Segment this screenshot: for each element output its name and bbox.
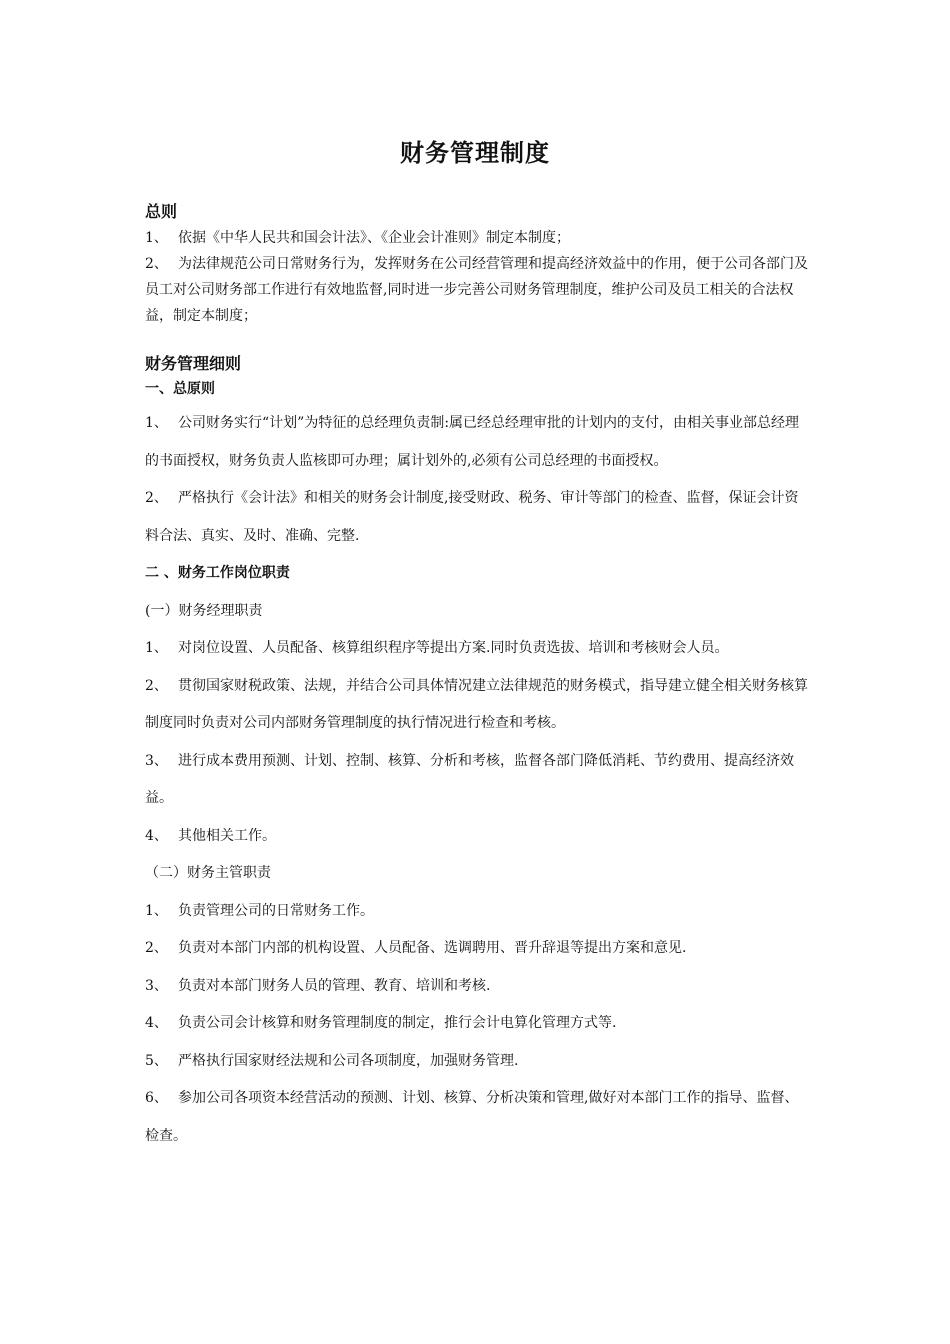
section1-heading: 一、总原则 [145,381,215,397]
sub2-item-2: 2、 负责对本部门内部的机构设置、人员配备、选调聘用、晋升辞退等提出方案和意见. [145,940,687,956]
sub1-item-1: 1、 对岗位设置、人员配备、核算组织程序等提出方案.同时负责选拔、培训和考核财会人员。 [145,640,729,656]
document-title: 财务管理制度 [400,139,550,167]
sub2-item-1: 1、 负责管理公司的日常财务工作。 [145,902,374,919]
sub2-item-5: 5、 严格执行国家财经法规和公司各项制度，加强财务管理. [145,1052,519,1069]
sub1-item-2: 2、 贯彻国家财税政策、法规，并结合公司具体情况建立法律规范的财务模式，指导建立健全相关财务核算制度同时负责对公司内部财务管理制度的执行情况进行检查和考核。 [145,677,808,731]
rules-heading: 财务管理细则 [145,354,242,373]
section2-heading: 二 、财务工作岗位职责 [145,565,290,581]
general-item-2: 2、 为法律规范公司日常财务行为，发挥财务在公司经营管理和提高经济效益中的作用，便于公司各部门及员工对公司财务部工作进行有效地监督,同时进一步完善公司财务管理制度，维护公司及员工相关的合法权益，制定本制度； [145,256,808,324]
sub2-item-6: 6、 参加公司各项资本经营活动的预测、计划、核算、分析决策和管理,做好对本部门工作的指导、监督、检查。 [145,1090,799,1144]
general-item-1: 1、 依据《中华人民共和国会计法》、《企业会计准则》制定本制度； [145,230,570,246]
sub2-item-3: 3、 负责对本部门财务人员的管理、教育、培训和考核. [145,977,491,994]
sub1-item-3: 3、 进行成本费用预测、计划、控制、核算、分析和考核，监督各部门降低消耗、节约费用、提高经济效益。 [145,752,794,806]
section1-item-1: 1、 公司财务实行“计划”为特征的总经理负责制:属已经总经理审批的计划内的支付，由相关事业部总经理的书面授权，财务负责人监核即可办理；属计划外的,必须有公司总经理的书面授权。 [145,415,800,469]
sub1-heading: (一）财务经理职责 [145,602,263,619]
sub1-item-4: 4、 其他相关工作。 [145,827,276,844]
sub2-heading: （二）财务主管职责 [145,865,271,881]
general-heading: 总则 [145,202,178,221]
document-body [145,199,809,1155]
section1-item-2: 2、 严格执行《会计法》和相关的财务会计制度,接受财政、税务、审计等部门的检查、监督，保证会计资料合法、真实、及时、准确、完整. [145,490,799,544]
sub2-item-4: 4、 负责公司会计核算和财务管理制度的制定，推行会计电算化管理方式等. [145,1015,617,1031]
